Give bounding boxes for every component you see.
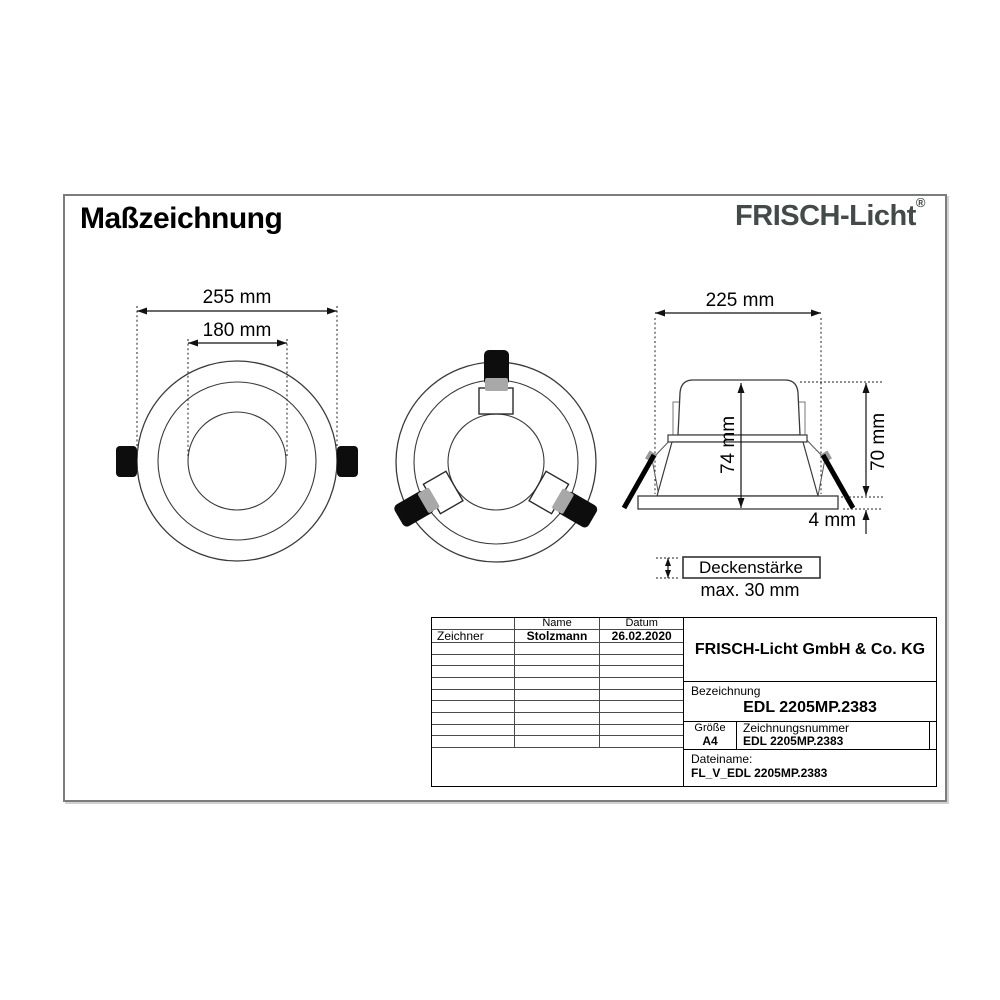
- company-name: FRISCH-Licht GmbH & Co. KG: [684, 618, 936, 682]
- table-row: [432, 690, 683, 702]
- table-merged-cell: [432, 748, 683, 786]
- side-view: [624, 310, 883, 535]
- dim-label-225: 225 mm: [705, 290, 775, 311]
- filename-label: Dateiname:: [691, 752, 753, 766]
- arrowhead: [811, 310, 821, 317]
- arrowhead: [137, 308, 147, 315]
- table-row: [432, 701, 683, 713]
- ceiling-label: Deckenstärke: [699, 558, 803, 577]
- table-row-zeichner: [432, 630, 683, 643]
- title-block: [431, 617, 937, 787]
- row-role: Zeichner: [432, 630, 515, 642]
- designation-section: [684, 682, 936, 722]
- dimension-drawing: [63, 194, 947, 610]
- table-row: [432, 725, 683, 737]
- drawing-number-cell: [736, 722, 929, 749]
- arrowhead: [863, 486, 870, 496]
- extension-lines-180: [188, 339, 287, 457]
- designation-value: EDL 2205MP.2383: [743, 699, 877, 716]
- row-name: Stolzmann: [515, 630, 601, 642]
- rear-view-clip-top: [479, 350, 513, 414]
- page-title: Maßzeichnung: [80, 202, 283, 235]
- arrowhead: [665, 570, 671, 578]
- side-view-trim-ring: [638, 496, 838, 509]
- size-cell: [684, 722, 736, 749]
- side-view-housing-dome: [678, 380, 800, 435]
- arrowhead: [863, 383, 870, 393]
- arrowhead: [277, 340, 287, 347]
- front-view-right-clip: [337, 446, 358, 477]
- drawing-number-label: Zeichnungsnummer: [743, 721, 850, 735]
- brand-text: FRISCH-Licht: [735, 200, 916, 232]
- front-view-left-clip: [116, 446, 137, 477]
- table-row: [432, 736, 683, 748]
- designation-label: Bezeichnung: [691, 684, 761, 698]
- rear-view-cutout-circle: [448, 414, 544, 510]
- size-label: Größe: [694, 722, 726, 734]
- title-block-signature-table: [432, 618, 684, 786]
- arrowhead: [188, 340, 198, 347]
- filename-section: [684, 750, 936, 786]
- table-row: [432, 666, 683, 678]
- arrowhead: [655, 310, 665, 317]
- rear-view: [391, 350, 602, 562]
- empty-cell: [929, 722, 936, 749]
- registered-mark: ®: [915, 195, 925, 210]
- row-date: 26.02.2020: [611, 629, 672, 643]
- dim-label-4: 4 mm: [808, 510, 856, 531]
- col-header-name: Name: [515, 618, 601, 629]
- dim-label-255: 255 mm: [202, 287, 272, 308]
- arrowhead: [327, 308, 337, 315]
- title-block-info: [684, 618, 936, 786]
- table-row: [432, 678, 683, 690]
- arrowhead: [863, 510, 870, 520]
- table-row: [432, 713, 683, 725]
- col-header-date: Datum: [625, 617, 658, 629]
- front-view: [116, 306, 358, 561]
- front-view-outer-circle: [137, 361, 337, 561]
- filename-value: FL_V_EDL 2205MP.2383: [691, 766, 828, 780]
- dim-label-74: 74 mm: [718, 415, 739, 475]
- arrowhead: [665, 558, 671, 566]
- table-row: [432, 643, 683, 655]
- dim-label-70: 70 mm: [868, 412, 889, 472]
- drawing-number-value: EDL 2205MP.2383: [743, 734, 844, 748]
- ceiling-max-value: max. 30 mm: [700, 580, 800, 600]
- size-value: A4: [702, 734, 718, 748]
- front-view-middle-circle: [158, 382, 316, 540]
- front-view-cutout-circle: [188, 412, 286, 510]
- dim-label-180: 180 mm: [202, 320, 272, 341]
- size-section: [684, 722, 936, 750]
- table-row: [432, 655, 683, 667]
